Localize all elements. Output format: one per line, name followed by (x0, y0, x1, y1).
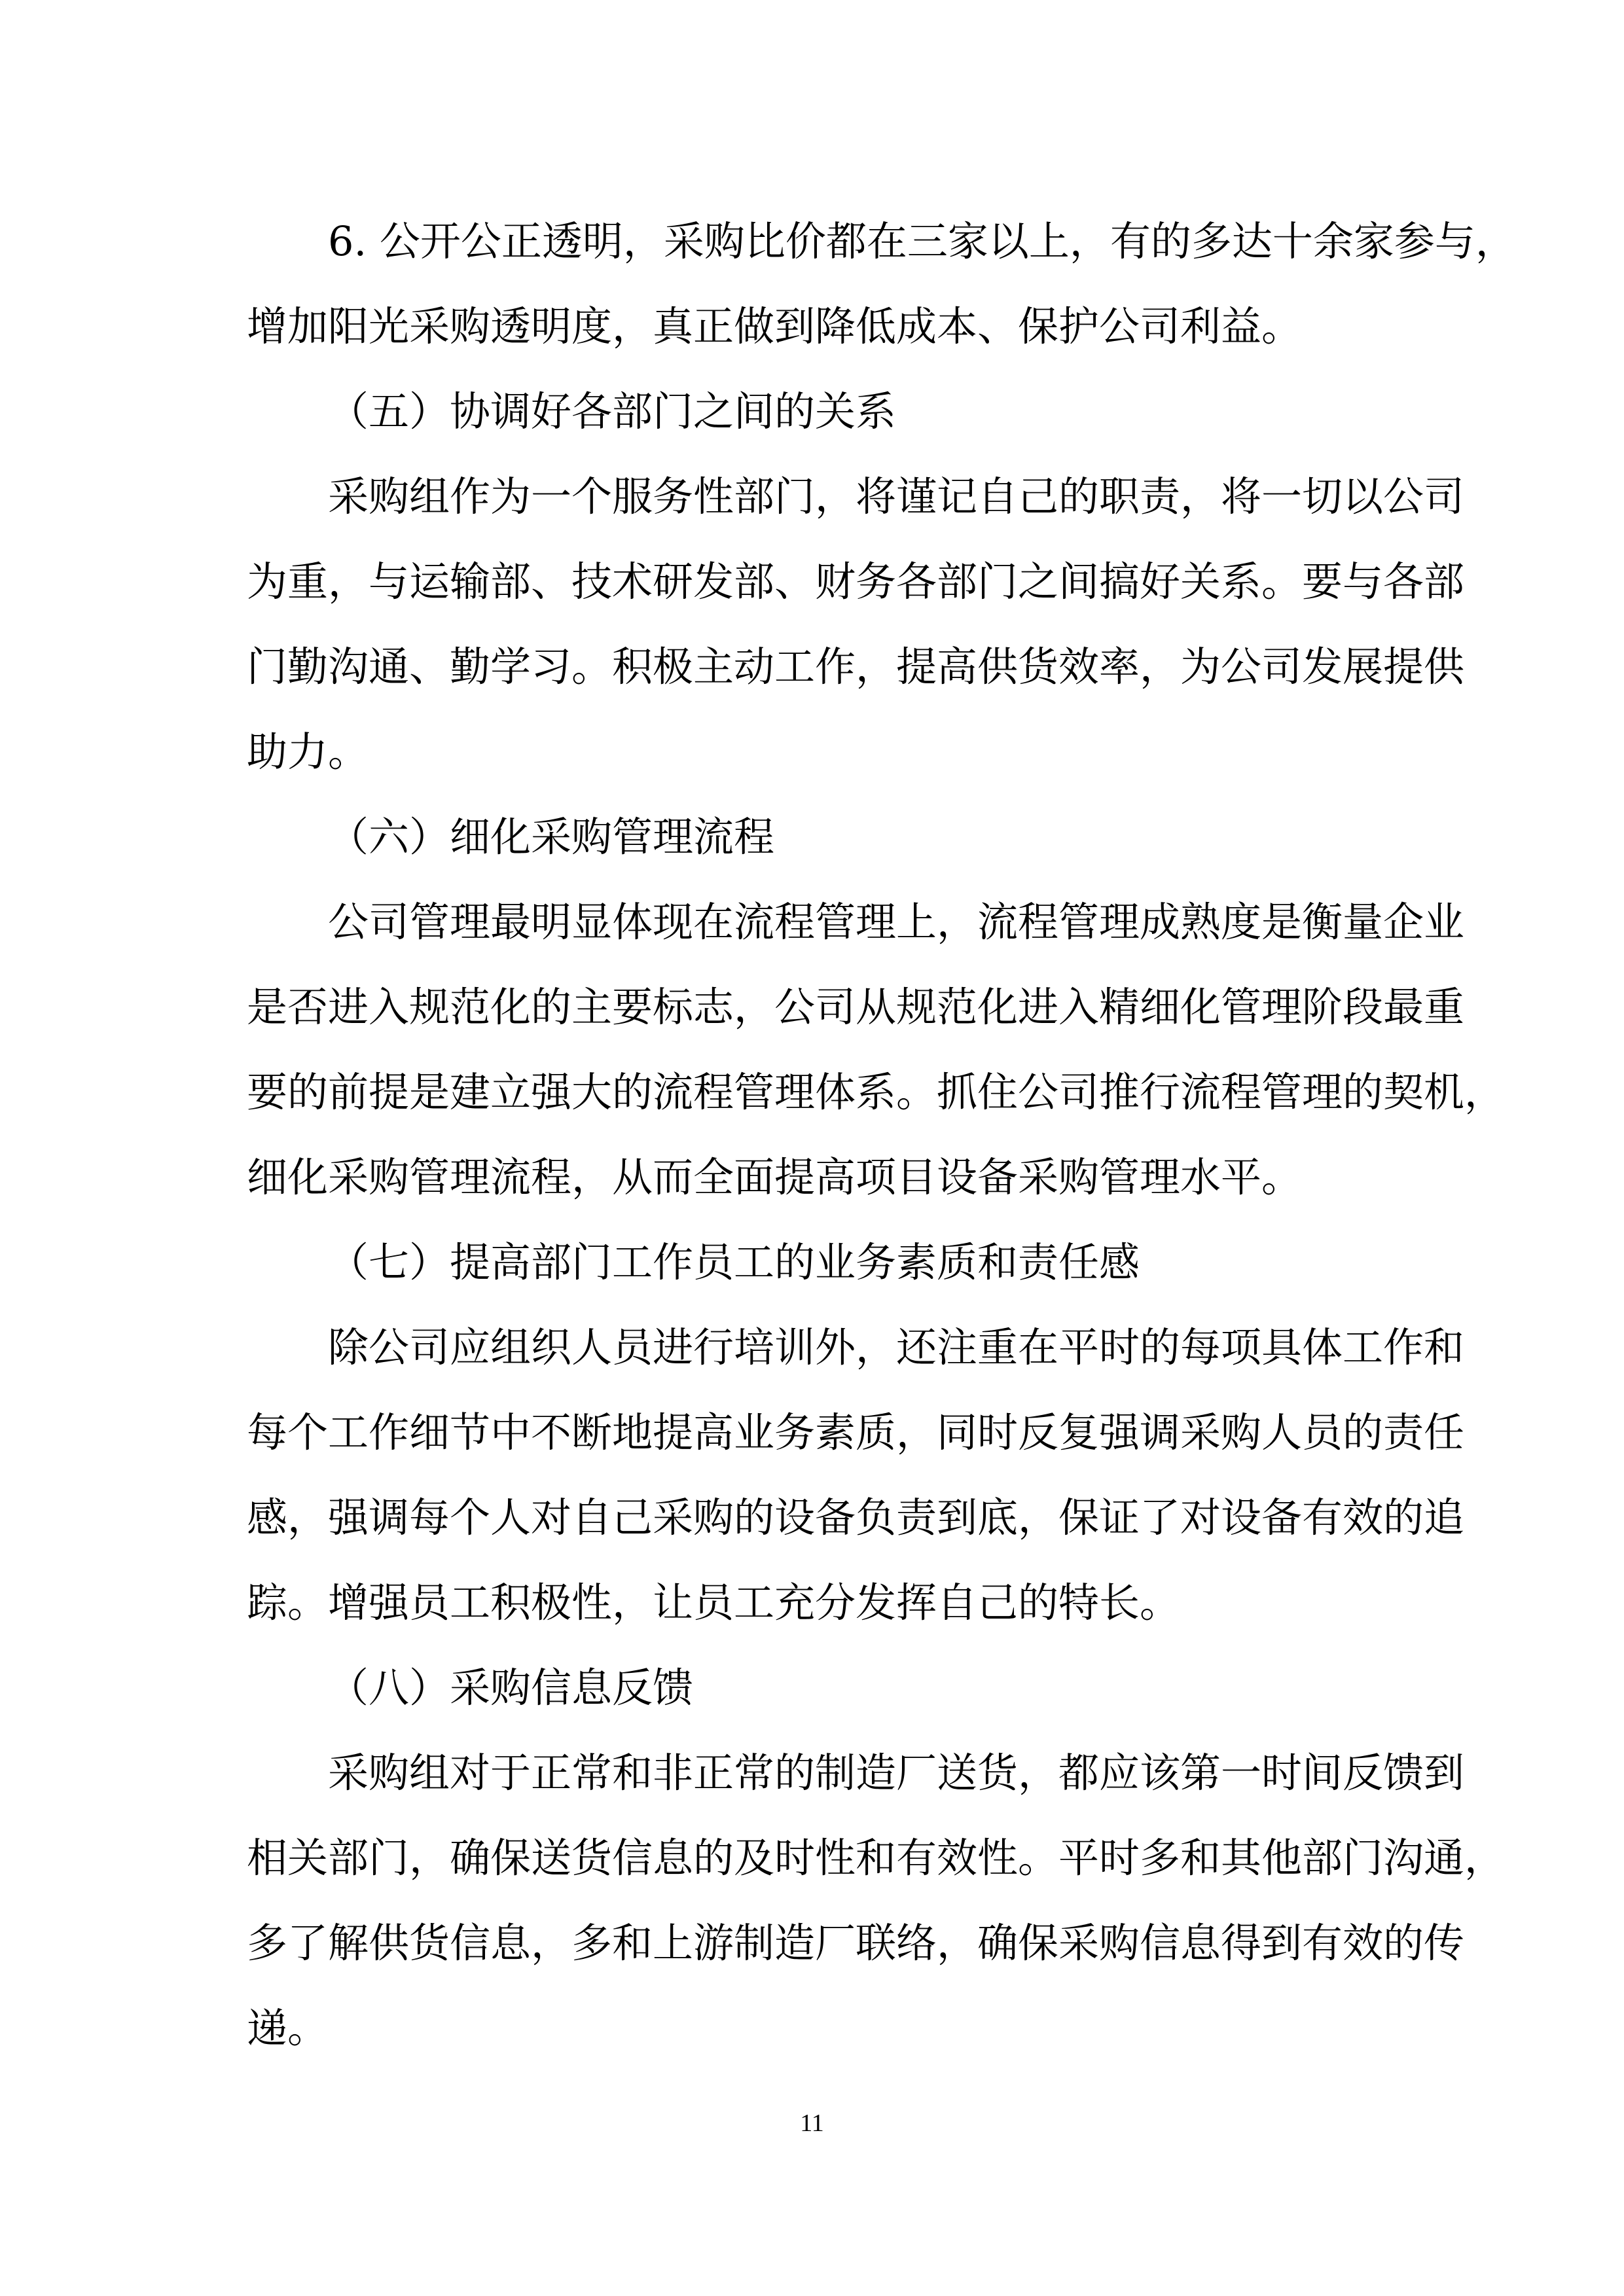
paragraph-line: 采购组对于正常和非正常的制造厂送货，都应该第一时间反馈到 (328, 1749, 1465, 1797)
paragraph-line: 增加阳光采购透明度，真正做到降低成本、保护公司利益。 (247, 302, 1303, 350)
paragraph-line: 门勤沟通、勤学习。积极主动工作，提高供货效率，为公司发展提供 (247, 643, 1465, 691)
paragraph-line: 是否进入规范化的主要标志，公司从规范化进入精细化管理阶段最重 (247, 983, 1465, 1031)
paragraph-line: 为重，与运输部、技术研发部、财务各部门之间搞好关系。要与各部 (247, 558, 1465, 605)
section-heading: （六）细化采购管理流程 (328, 813, 775, 861)
paragraph-line: 公司管理最明显体现在流程管理上，流程管理成熟度是衡量企业 (328, 898, 1465, 946)
paragraph-line: 除公司应组织人员进行培训外，还注重在平时的每项具体工作和 (328, 1323, 1465, 1371)
paragraph-line: 相关部门，确保送货信息的及时性和有效性。平时多和其他部门沟通， (247, 1834, 1506, 1882)
paragraph-line: 踪。增强员工积极性，让员工充分发挥自己的特长。 (247, 1579, 1181, 1626)
paragraph-line: 6. 公开公正透明，采购比价都在三家以上，有的多达十余家参与， (328, 217, 1516, 265)
paragraph-line: 递。 (247, 2004, 329, 2052)
paragraph-line: 助力。 (247, 728, 369, 776)
paragraph-line: 采购组作为一个服务性部门，将谨记自己的职责，将一切以公司 (328, 473, 1465, 520)
paragraph-line: 要的前提是建立强大的流程管理体系。抓住公司推行流程管理的契机， (247, 1068, 1506, 1116)
section-heading: （五）协调好各部门之间的关系 (328, 387, 897, 435)
section-heading: （八）采购信息反馈 (328, 1664, 694, 1712)
page-number: 11 (800, 2109, 824, 2137)
paragraph-line: 细化采购管理流程，从而全面提高项目设备采购管理水平。 (247, 1153, 1303, 1201)
paragraph-line: 每个工作细节中不断地提高业务素质，同时反复强调采购人员的责任 (247, 1408, 1465, 1456)
section-heading: （七）提高部门工作员工的业务素质和责任感 (328, 1238, 1140, 1286)
paragraph-line: 感，强调每个人对自己采购的设备负责到底，保证了对设备有效的追 (247, 1494, 1465, 1541)
paragraph-line: 多了解供货信息，多和上游制造厂联络，确保采购信息得到有效的传 (247, 1919, 1465, 1967)
